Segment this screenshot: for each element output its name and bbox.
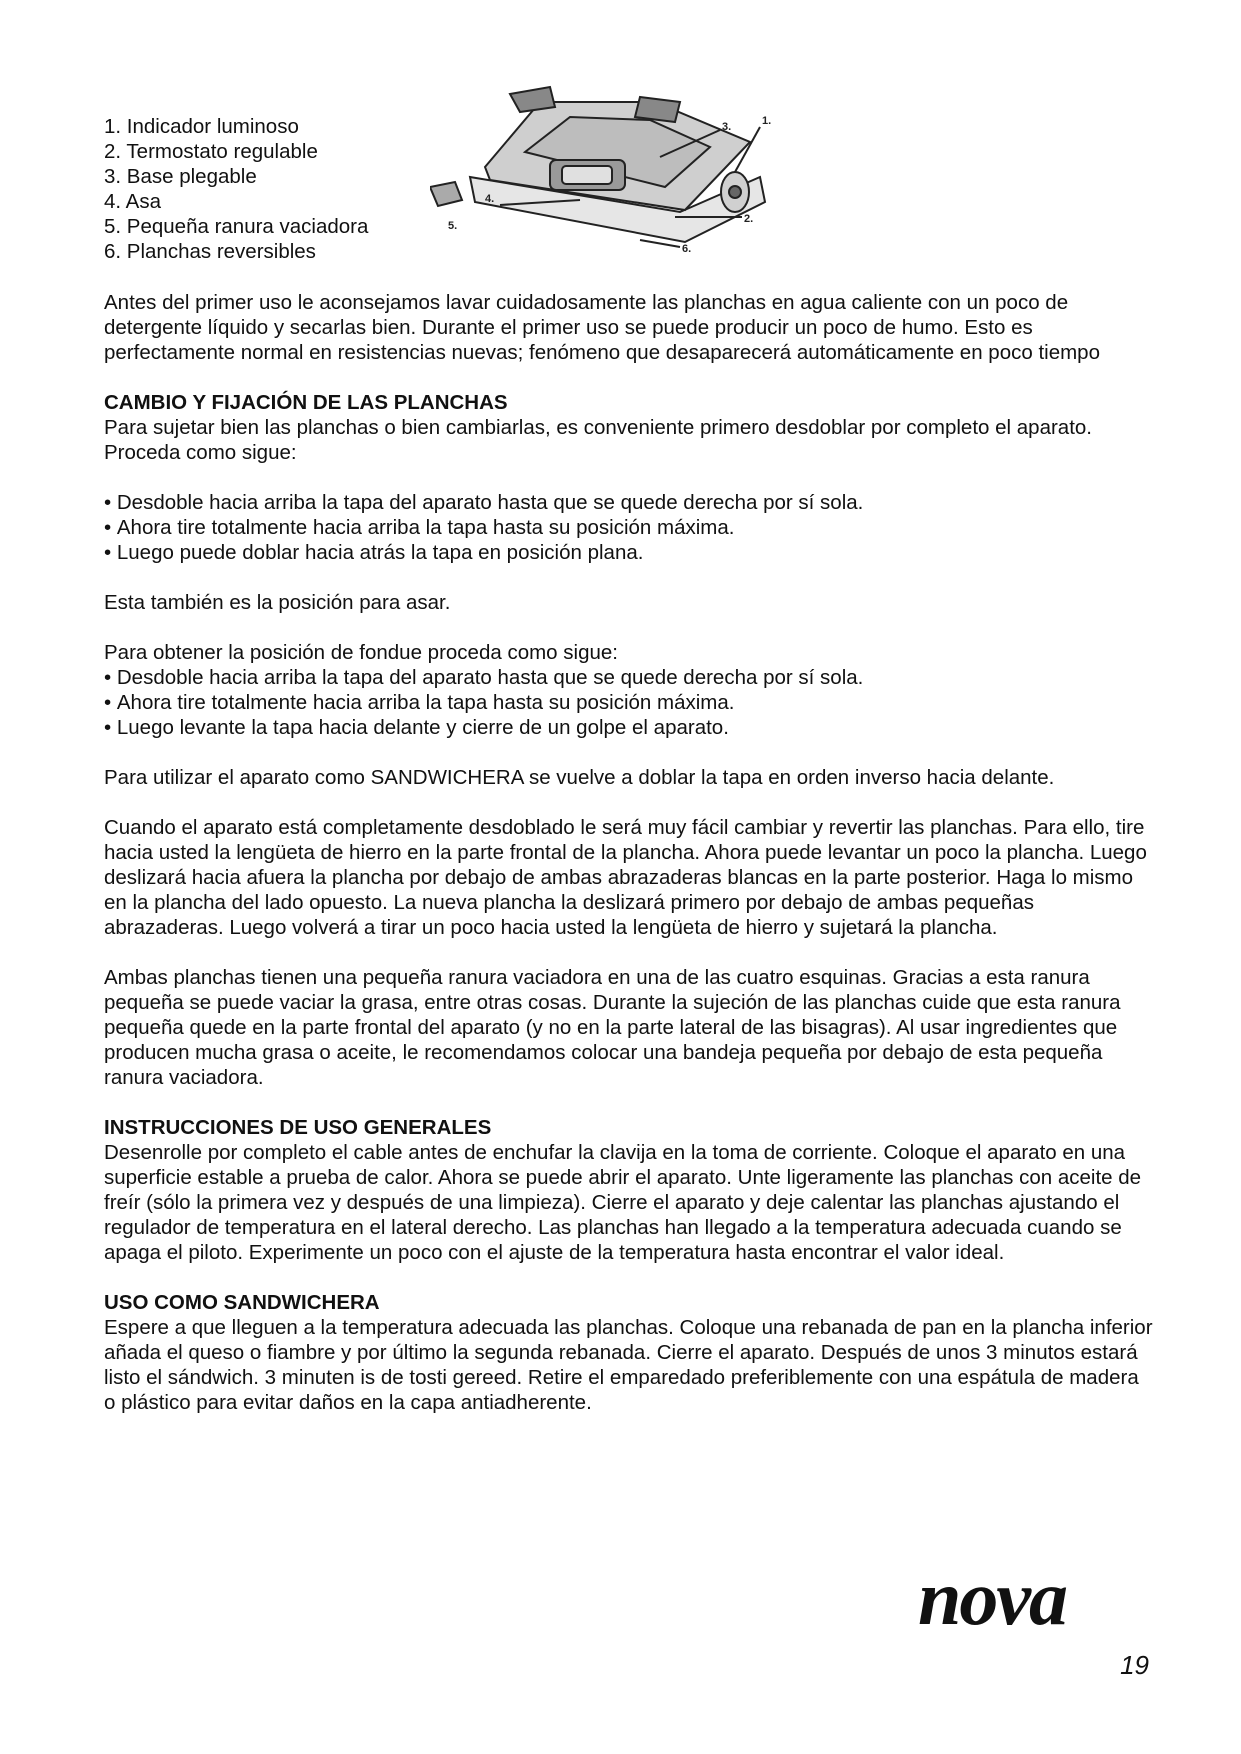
callout-1: 1.: [762, 115, 772, 127]
step-item: • Luego levante la tapa hacia delante y cierre de un golpe el aparato.: [104, 715, 1154, 740]
callout-3: 3.: [722, 121, 732, 133]
drain-slot-paragraph: Ambas planchas tienen una pequeña ranura vaciadora en una de las cuatro esquinas. Gracias a esta ranura pequeña se puede vaciar la grasa, entre otras cosas. Durante la sujeción de las planchas cuide que esta ranura pequeña quede en la parte frontal del aparato (y no en la parte lateral de las bisagras). Al usar ingredientes que producen mucha grasa o aceite, le recomendamos colocar una bandeja pequeña por debajo de esta pequeña ranura vaciadora.: [104, 966, 1121, 1089]
step-item: • Desdoble hacia arriba la tapa del aparato hasta que se quede derecha por sí sola.: [104, 665, 1154, 690]
step-item: • Luego puede doblar hacia atrás la tapa en posición plana.: [104, 540, 1154, 565]
parts-list-item: 3. Base plegable: [104, 165, 257, 188]
callout-2: 2.: [744, 213, 754, 225]
parts-list-item: 1. Indicador luminoso: [104, 115, 299, 138]
sandwich-maker-illustration: [430, 82, 830, 294]
intro-paragraph: Antes del primer uso le aconsejamos lavar cuidadosamente las planchas en agua caliente con un poco de detergente líquido y secarlas bien. Durante el primer uso se puede producir un poco de humo. Esto es perfectamente normal en resistencias nuevas; fenómeno que desaparecerá automáticamente en poco tiempo: [104, 291, 1100, 364]
section-heading-general-use: INSTRUCCIONES DE USO GENERALES: [104, 1116, 492, 1139]
grill-note: Esta también es la posición para asar.: [104, 591, 451, 614]
callout-5: 5.: [448, 220, 458, 232]
general-use-paragraph: Desenrolle por completo el cable antes de enchufar la clavija en la toma de corriente. Coloque el aparato en una superficie estable a prueba de calor. Ahora se puede abrir el aparato. Unte ligeramente las planchas con aceite de freír (sólo la primera vez y después de una limpieza). Cierre el aparato y deje calentar las planchas ajustando el regulador de temperatura en el lateral derecho. Las planchas han llegado a la temperatura adecuada cuando se apaga el piloto. Experimente un poco con el ajuste de la temperatura hasta encontrar el valor ideal.: [104, 1141, 1142, 1264]
parts-list: [104, 114, 434, 264]
callout-6: 6.: [682, 243, 692, 255]
fondue-lead: Para obtener la posición de fondue proceda como sigue:: [104, 641, 618, 664]
section-heading-plates: CAMBIO Y FIJACIÓN DE LAS PLANCHAS: [104, 391, 508, 414]
step-item: • Ahora tire totalmente hacia arriba la tapa hasta su posición máxima.: [104, 515, 1154, 540]
sandwich-mode-note: Para utilizar el aparato como SANDWICHERA se vuelve a doblar la tapa en orden inverso hacia delante.: [104, 766, 1055, 789]
change-plates-paragraph: Cuando el aparato está completamente desdoblado le será muy fácil cambiar y revertir las planchas. Para ello, tire hacia usted la lengüeta de hierro en la parte frontal de la plancha. Ahora puede levantar un poco la plancha. Luego deslizará hacia afuera la plancha por debajo de ambas abrazaderas blancas en la parte posterior. Haga lo mismo en la plancha del lado opuesto. La nueva plancha la deslizará primero por debajo de ambas pequeñas abrazaderas. Luego volverá a tirar un poco hacia usted la lengüeta de hierro y sujetará la plancha.: [104, 816, 1147, 939]
brand-wordmark: nova: [918, 1562, 1066, 1638]
instructions-body: [104, 290, 1154, 1440]
callout-4: 4.: [485, 193, 495, 205]
parts-list-item: 2. Termostato regulable: [104, 140, 318, 163]
unfold-steps: [104, 490, 1154, 565]
section-heading-sandwich: USO COMO SANDWICHERA: [104, 1291, 380, 1314]
parts-list-item: 5. Pequeña ranura vaciadora: [104, 215, 369, 238]
plates-lead: Para sujetar bien las planchas o bien cambiarlas, es conveniente primero desdoblar por completo el aparato. Proceda como sigue:: [104, 416, 1092, 464]
step-item: • Desdoble hacia arriba la tapa del aparato hasta que se quede derecha por sí sola.: [104, 490, 1154, 515]
sandwich-paragraph: Espere a que lleguen a la temperatura adecuada las planchas. Coloque una rebanada de pan en la plancha inferior añada el queso o fiambre y por último la segunda rebanada. Cierre el aparato. Después de unos 3 minutos estará listo el sándwich. 3 minuten is de tosti gereed. Retire el emparedado preferiblemente con una espátula de madera o plástico para evitar daños en la capa antiadherente.: [104, 1316, 1153, 1414]
fondue-steps: [104, 665, 1154, 740]
step-item: • Ahora tire totalmente hacia arriba la tapa hasta su posición máxima.: [104, 690, 1154, 715]
page-number: 19: [1120, 1650, 1149, 1680]
parts-list-item: 6. Planchas reversibles: [104, 240, 316, 263]
parts-list-item: 4. Asa: [104, 190, 161, 213]
nova-logo: [842, 1562, 1142, 1638]
